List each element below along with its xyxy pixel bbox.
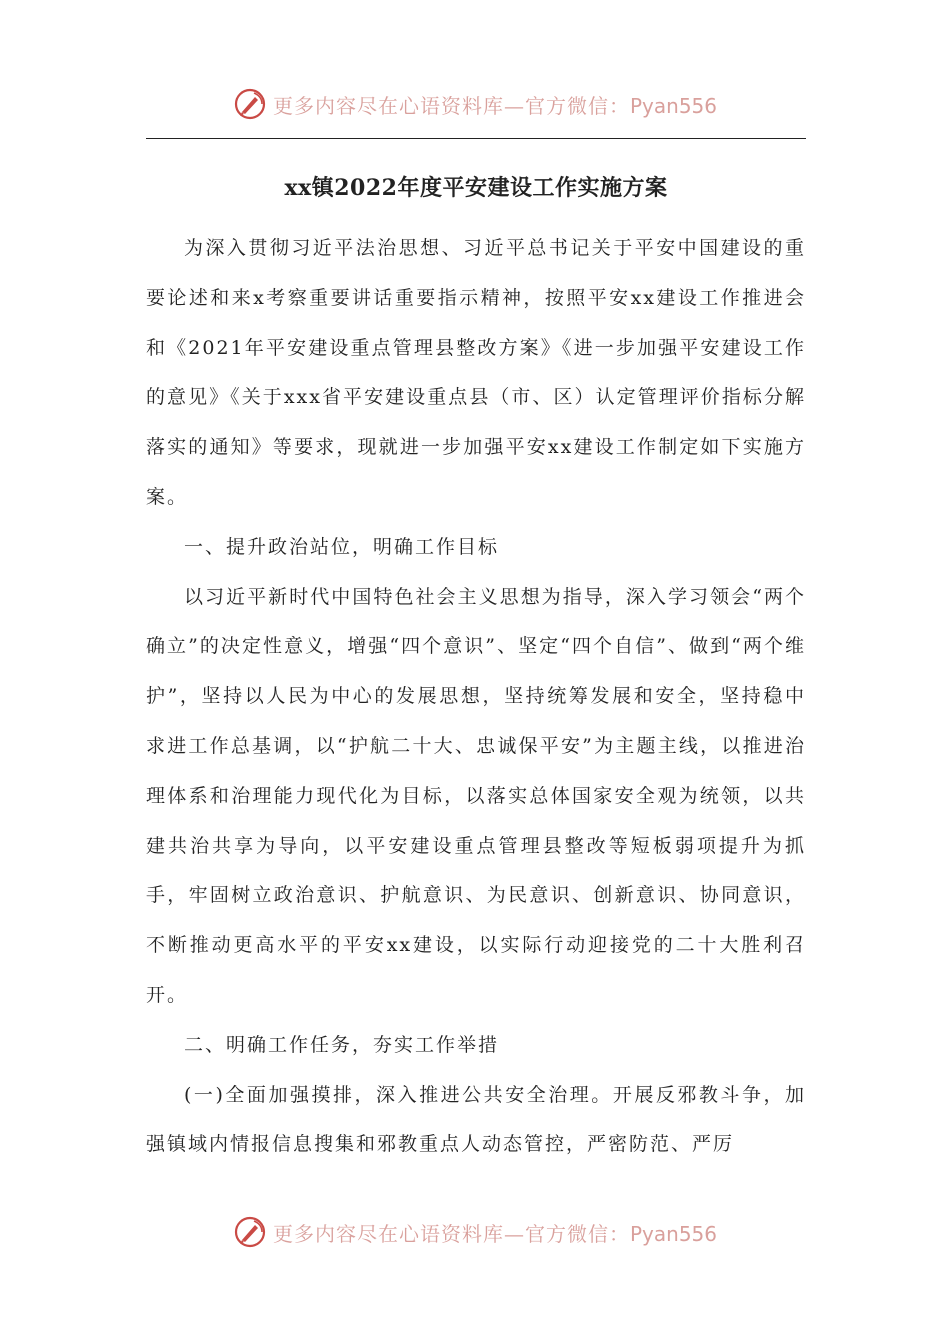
document-body — [146, 168, 806, 1170]
section-heading-2: 二、明确工作任务，夯实工作举措 — [184, 1033, 500, 1056]
paragraph-task-1: (一)全面加强摸排，深入推进公共安全治理。开展反邪教斗争，加强镇域内情报信息搜集和邪教重点人动态管控，严密防范、严厉 — [146, 1083, 806, 1156]
watermark-text: 更多内容尽在心语资料库—官方微信：Pyan556 — [272, 1221, 717, 1246]
document-title: xx镇2022年度平安建设工作实施方案 — [284, 175, 668, 201]
paragraph-goals: 以习近平新时代中国特色社会主义思想为指导，深入学习领会“两个确立”的决定性意义，增强“四个意识”、坚定“四个自信”、做到“两个维护”，坚持以人民为中心的发展思想，坚持统筹发展和安全，坚持稳中求进工作总基调，以“护航二十大、忠诚保平安”为主题主线，以推进治理体系和治理能力现代化为目标，以落实总体国家安全观为统领，以共建共治共享为导向，以平安建设重点管理县整改等短板弱项提升为抓手，牢固树立政治意识、护航意识、为民意识、创新意识、协同意识，不断推动更高水平的平安xx建设，以实际行动迎接党的二十大胜利召开。 — [146, 585, 806, 1006]
watermark-text: 更多内容尽在心语资料库—官方微信：Pyan556 — [272, 93, 717, 118]
section-heading-1: 一、提升政治站位，明确工作目标 — [184, 535, 500, 558]
watermark-header — [0, 84, 950, 124]
pen-logo-icon — [233, 1215, 267, 1249]
watermark-footer — [0, 1212, 950, 1252]
pen-logo-icon — [233, 87, 267, 121]
paragraph-intro: 为深入贯彻习近平法治思想、习近平总书记关于平安中国建设的重要论述和来x考察重要讲话重要指示精神，按照平安xx建设工作推进会和《2021年平安建设重点管理县整改方案》《进一步加强平安建设工作的意见》《关于xxx省平安建设重点县（市、区）认定管理评价指标分解落实的通知》等要求，现就进一步加强平安xx建设工作制定如下实施方案。 — [146, 237, 806, 508]
header-divider — [146, 138, 806, 139]
